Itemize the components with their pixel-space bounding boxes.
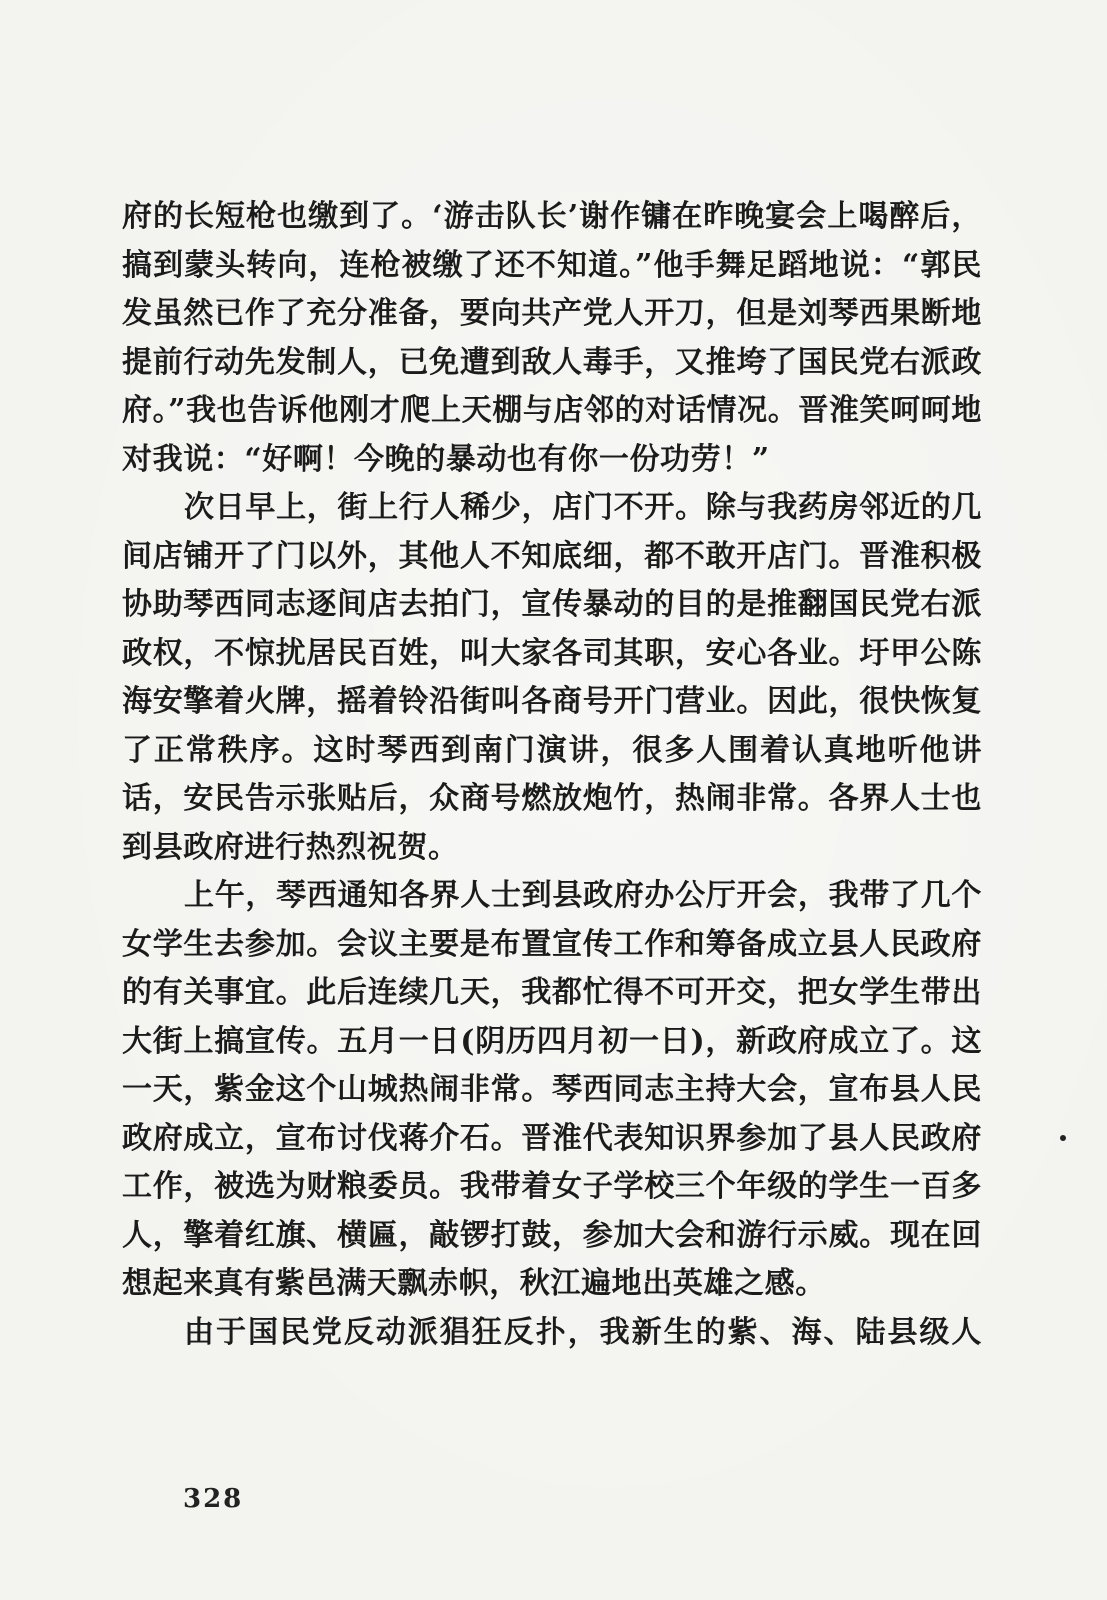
body-text (122, 193, 982, 1357)
page-number: 328 (183, 1484, 244, 1514)
paragraph-4: 由于国民党反动派猖狂反扑，我新生的紫、海、陆县级人 (184, 1314, 982, 1350)
scan-speck (1060, 1135, 1066, 1141)
paragraph-2: 次日早上，街上行人稀少，店门不开。除与我药房邻近的几间店铺开了门以外，其他人不知底细，都不敢开店门。晋淮积极协助琴西同志逐间店去拍门，宣传暴动的目的是推翻国民党右派政权，不惊扰居民百姓，叫大家各司其职，安心各业。圩甲公陈海安擎着火牌，摇着铃沿街叫各商号开门营业。因此，很快恢复了正常秩序。这时琴西到南门演讲，很多人围着认真地听他讲话，安民告示张贴后，众商号燃放炮竹，热闹非常。各界人士也到县政府进行热烈祝贺。 (122, 490, 982, 865)
paragraph-1: 府的长短枪也缴到了。‘游击队长’谢作镛在昨晚宴会上喝醉后，搞到蒙头转向，连枪被缴了还不知道。”他手舞足蹈地说：“郭民发虽然已作了充分准备，要向共产党人开刀，但是刘琴西果断地提前行动先发制人，已免遭到敌人毒手，又推垮了国民党右派政府。”我也告诉他刚才爬上天棚与店邻的对话情况。晋淮笑呵呵地对我说：“好啊！今晚的暴动也有你一份功劳！” (122, 199, 982, 477)
paragraph-3: 上午，琴西通知各界人士到县政府办公厅开会，我带了几个女学生去参加。会议主要是布置宣传工作和筹备成立县人民政府的有关事宜。此后连续几天，我都忙得不可开交，把女学生带出大街上搞宣传。五月一日(阴历四月初一日)，新政府成立了。这一天，紫金这个山城热闹非常。琴西同志主持大会，宣布县人民政府成立，宣布讨伐蒋介石。晋淮代表知识界参加了县人民政府工作，被选为财粮委员。我带着女子学校三个年级的学生一百多人，擎着红旗、横匾，敲锣打鼓，参加大会和游行示威。现在回想起来真有紫邑满天飘赤帜，秋江遍地出英雄之感。 (122, 878, 982, 1301)
